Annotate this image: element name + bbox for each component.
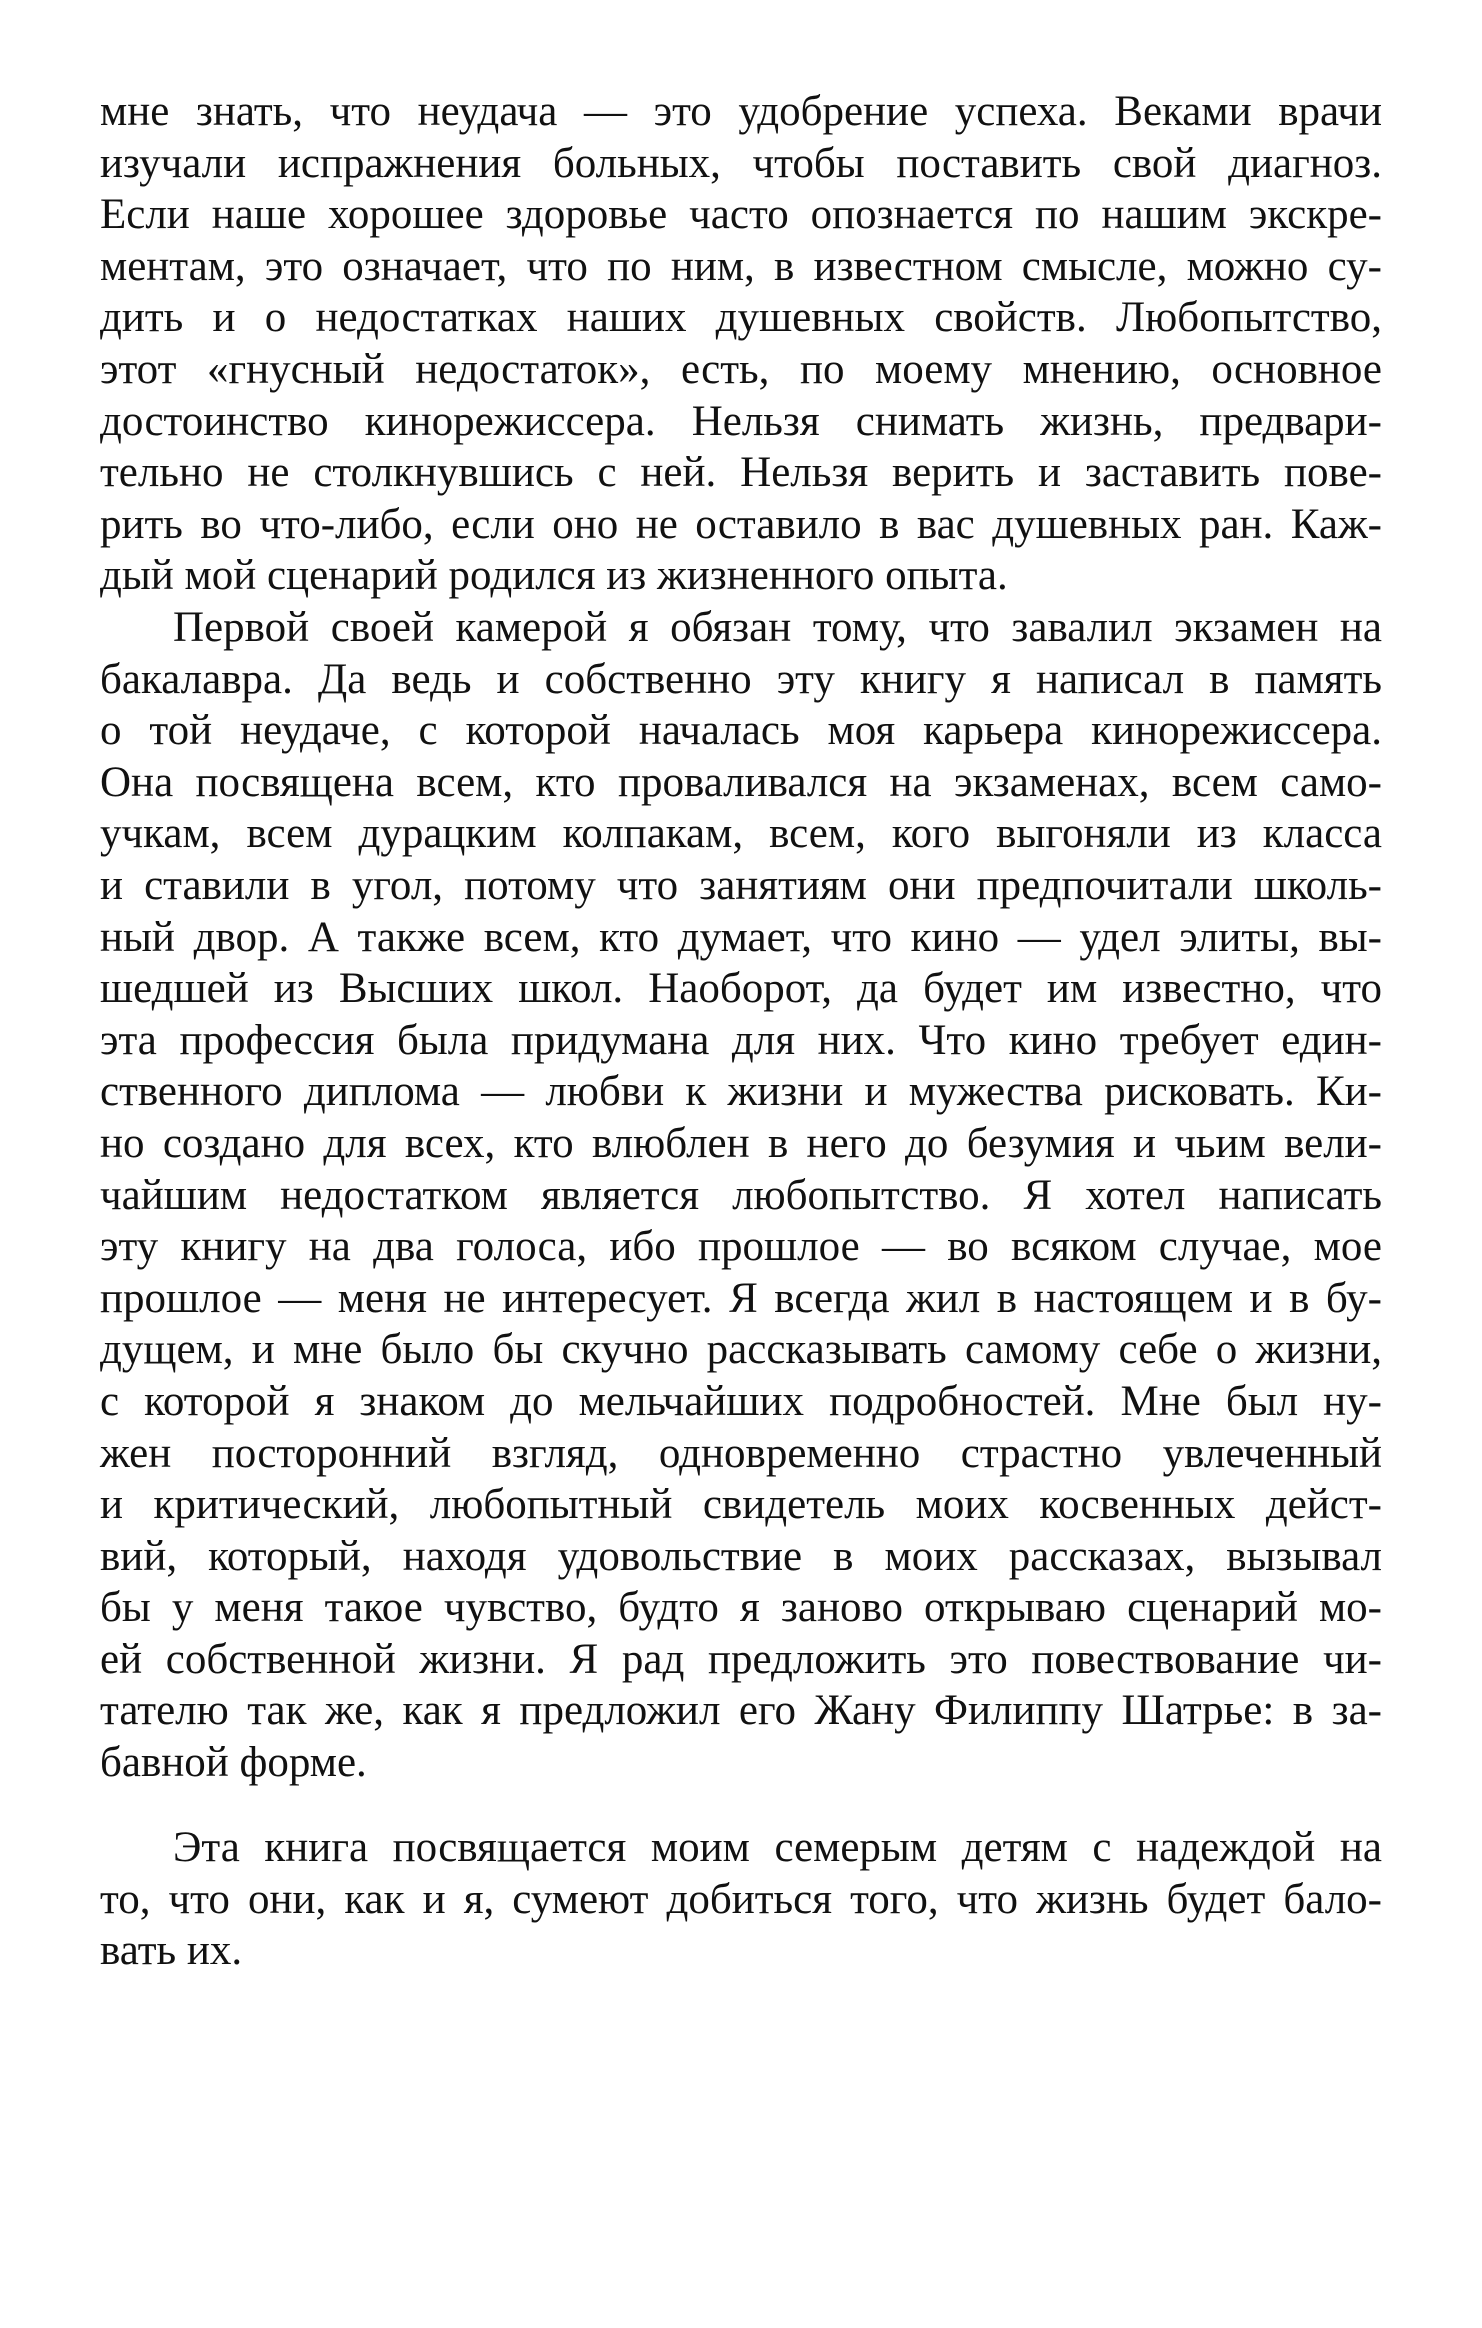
text-line: вать их. [100, 1927, 243, 1975]
text-line: достоинство кинорежиссера. Нельзя снимать жизнь, предвари- [100, 397, 1382, 445]
text-line: этот «гнусный недостаток», есть, по моему мнению, основное [100, 345, 1382, 393]
text-line: рить во что-либо, если оно не оставило в вас душевных ран. Каж- [100, 500, 1382, 548]
text-line: шедшей из Высших школ. Наоборот, да будет им известно, что [100, 965, 1382, 1013]
text-line: с которой я знаком до мельчайших подробностей. Мне был ну- [100, 1377, 1382, 1425]
text-line: Она посвящена всем, кто проваливался на экзаменах, всем само- [100, 758, 1382, 806]
text-line: и ставили в угол, потому что занятиям они предпочитали школь- [100, 861, 1382, 909]
text-line: эту книгу на два голоса, ибо прошлое — во всяком случае, мое [100, 1223, 1382, 1271]
text-line: Эта книга посвящается моим семерым детям с надеждой на [173, 1824, 1382, 1871]
text-line: о той неудаче, с которой началась моя карьера кинорежиссера. [100, 707, 1382, 755]
paragraph-dedication [100, 1822, 1382, 1977]
text-line: и критический, любопытный свидетель моих косвенных дейст- [100, 1481, 1382, 1529]
text-line: ный двор. А также всем, кто думает, что кино — удел элиты, вы- [100, 913, 1382, 961]
text-line: Первой своей камерой я обязан тому, что завалил экзамен на [173, 604, 1382, 651]
text-line: дущем, и мне было бы скучно рассказывать самому себе о жизни, [100, 1326, 1382, 1374]
text-line: дый мой сценарий родился из жизненного опыта. [100, 552, 1008, 600]
text-line: мне знать, что неудача — это удобрение успеха. Веками врачи [100, 88, 1382, 135]
text-line: Если наше хорошее здоровье часто опознается по нашим экскре- [100, 191, 1382, 239]
text-line: изучали испражнения больных, чтобы поставить свой диагноз. [100, 139, 1382, 187]
text-line: бавной форме. [100, 1739, 367, 1787]
text-line: ственного диплома — любви к жизни и мужества рисковать. Ки- [100, 1068, 1382, 1116]
text-line: вий, который, находя удовольствие в моих рассказах, вызывал [100, 1532, 1382, 1580]
text-line: дить и о недостатках наших душевных свойств. Любопытство, [100, 294, 1382, 342]
paragraph-intro [100, 86, 1382, 602]
text-line: бакалавра. Да ведь и собственно эту книгу я написал в память [100, 655, 1382, 703]
text-line: ей собственной жизни. Я рад предложить это повествование чи- [100, 1635, 1382, 1683]
text-line: чайшим недостатком является любопытство. Я хотел написать [100, 1171, 1382, 1219]
text-line: учкам, всем дурацким колпакам, всем, кого выгоняли из класса [100, 810, 1382, 858]
text-line: прошлое — меня не интересует. Я всегда жил в настоящем и в бу- [100, 1274, 1382, 1322]
text-line: тельно не столкнувшись с ней. Нельзя верить и заставить пове- [100, 449, 1382, 497]
text-line: ментам, это означает, что по ним, в известном смысле, можно су- [100, 242, 1382, 290]
text-line: бы у меня такое чувство, будто я заново открываю сценарий мо- [100, 1584, 1382, 1632]
text-line: но создано для всех, кто влюблен в него до безумия и чьим вели- [100, 1119, 1382, 1167]
text-line: эта профессия была придумана для них. Что кино требует един- [100, 1016, 1382, 1064]
text-line: то, что они, как и я, сумеют добиться того, что жизнь будет бало- [100, 1875, 1382, 1923]
text-line: жен посторонний взгляд, одновременно страстно увлеченный [100, 1429, 1382, 1477]
paragraph-first-camera [100, 602, 1382, 1789]
text-line: тателю так же, как я предложил его Жану Филиппу Шатрье: в за- [100, 1687, 1382, 1735]
